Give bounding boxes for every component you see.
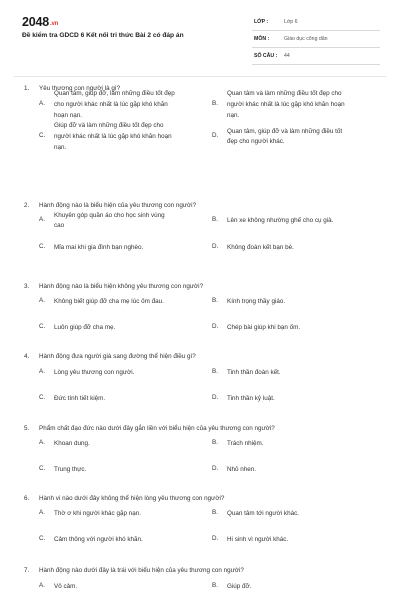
option-text-line: Quan tâm, giúp đỡ và làm những điều tốt (227, 127, 343, 135)
question-number: 6. (24, 495, 30, 502)
option-letter: D. (212, 243, 219, 250)
meta-row-grade (252, 13, 380, 31)
option-text-line: Thờ ơ khi người khác gặp nạn. (54, 510, 141, 517)
option-text-line: cao (54, 222, 65, 230)
meta-value: 44 (284, 53, 290, 59)
question-text: Phẩm chất đạo đức nào dưới đây gắn liền với biểu hiện của yêu thương con người? (39, 425, 275, 432)
option-text-line: Trách nhiệm. (227, 440, 264, 447)
question-text: Hành vi nào dưới đây không thể hiện lòng yêu thương con người? (39, 495, 225, 502)
option-text-line: Luôn giúp đỡ cha mẹ. (54, 324, 116, 331)
question-text: Hành động nào dưới đây là trái với biểu hiện của yêu thương con người? (39, 567, 244, 574)
option-text-line: hoạn nạn. (54, 111, 83, 119)
option-text-line: Hi sinh vì người khác. (227, 536, 289, 543)
option-letter: D. (212, 323, 219, 330)
option-text-line: Quan tâm, giúp đỡ, làm những điều tốt đẹp (54, 90, 175, 98)
option-text-line: Quan tâm tới người khác. (227, 510, 299, 517)
option-letter: A. (39, 582, 45, 589)
option-letter: B. (212, 582, 218, 589)
option-text-line: Khoan dung. (54, 440, 90, 447)
option-letter: A. (39, 215, 45, 223)
option-text-line: Mỉa mai khi gia đình bạn nghèo. (54, 244, 144, 251)
option-text-line: Lòng yêu thương con người. (54, 369, 135, 376)
option-text-line: Không đoàn kết bạn bè. (227, 244, 294, 251)
option-letter: C. (39, 394, 46, 401)
question-number: 3. (24, 283, 30, 290)
option-letter: C. (39, 535, 46, 542)
meta-row-count (252, 47, 380, 65)
meta-key: SỐ CÂU : (254, 53, 278, 59)
option-text-line: Quan tâm và làm những điều tốt đẹp cho (227, 90, 342, 98)
option-letter: D. (212, 465, 219, 472)
option-letter: D. (212, 394, 219, 401)
option-letter: A. (39, 509, 45, 516)
option-text-line: đẹp cho người khác. (227, 138, 285, 146)
option-text-line: người khác nhất là lúc gặp khó khăn hoạn (227, 100, 345, 108)
document-title: Đề kiểm tra GDCD 6 Kết nối tri thức Bài 2 có đáp án (22, 32, 184, 39)
question-text: Hành động nào là biểu hiện không yêu thương con người? (39, 283, 204, 290)
option-letter: A. (39, 297, 45, 304)
option-text-line: Giúp đỡ. (227, 583, 252, 590)
option-letter: B. (212, 368, 218, 375)
option-text-line: nạn. (54, 143, 67, 151)
option-letter: B. (212, 297, 218, 304)
option-letter: B. (212, 509, 218, 516)
option-letter: B. (212, 216, 218, 223)
option-letter: D. (212, 131, 219, 139)
option-text-line: Đức tính tiết kiệm. (54, 395, 106, 402)
meta-key: LỚP : (254, 19, 269, 25)
option-letter: A. (39, 368, 45, 375)
option-text-line: Lên xe không nhường ghế cho cụ già. (227, 217, 334, 224)
question-text: Hành động đưa người già sang đường thể hiện điều gì? (39, 353, 196, 360)
option-letter: C. (39, 131, 46, 139)
question-number: 4. (24, 353, 30, 360)
option-letter: A. (39, 99, 45, 107)
option-text-line: Vô cảm. (54, 583, 78, 590)
document-header (0, 0, 400, 72)
meta-row-subject (252, 30, 380, 48)
option-text-line: Tinh thần kỷ luật. (227, 395, 275, 402)
option-letter: B. (212, 439, 218, 446)
option-text-line: Kính trọng thầy giáo. (227, 298, 286, 305)
option-letter: A. (39, 439, 45, 446)
meta-value: Lớp 6 (284, 19, 298, 25)
question-number: 2. (24, 202, 30, 209)
option-text-line: Chép bài giúp khi bạn ốm. (227, 324, 301, 331)
site-logo[interactable] (22, 15, 58, 29)
option-text-line: nạn. (227, 111, 240, 119)
option-letter: D. (212, 535, 219, 542)
option-text-line: Nhỏ nhen. (227, 466, 257, 473)
option-letter: C. (39, 243, 46, 250)
option-text-line: Không biết giúp đỡ cha mẹ lúc ốm đau. (54, 298, 164, 305)
logo-text: 2048 (22, 15, 50, 29)
option-letter: C. (39, 465, 46, 472)
option-text-line: Giúp đỡ và làm những điều tốt đẹp cho (54, 122, 164, 130)
question-text: Yêu thương con người là gì? (39, 85, 121, 92)
header-divider (14, 76, 386, 77)
question-number: 1. (24, 85, 30, 92)
question-number: 5. (24, 425, 30, 432)
meta-value: Giáo dục công dân (284, 36, 328, 42)
option-text-line: Cảm thông với người khó khăn. (54, 536, 143, 543)
option-letter: B. (212, 99, 218, 107)
question-text: Hành động nào là biểu hiện của yêu thương con người? (39, 202, 197, 209)
option-letter: C. (39, 323, 46, 330)
meta-key: MÔN : (254, 36, 270, 42)
option-text-line: Khuyên góp quần áo cho học sinh vùng (54, 211, 165, 219)
logo-suffix: .vn (50, 21, 59, 27)
option-text-line: Trung thực. (54, 466, 87, 473)
option-text-line: người khác nhất là lúc gặp khó khăn hoạn (54, 132, 172, 140)
option-text-line: cho người khác nhất là lúc gặp khó khăn (54, 100, 168, 108)
option-text-line: Tinh thần đoàn kết. (227, 369, 281, 376)
question-number: 7. (24, 567, 30, 574)
